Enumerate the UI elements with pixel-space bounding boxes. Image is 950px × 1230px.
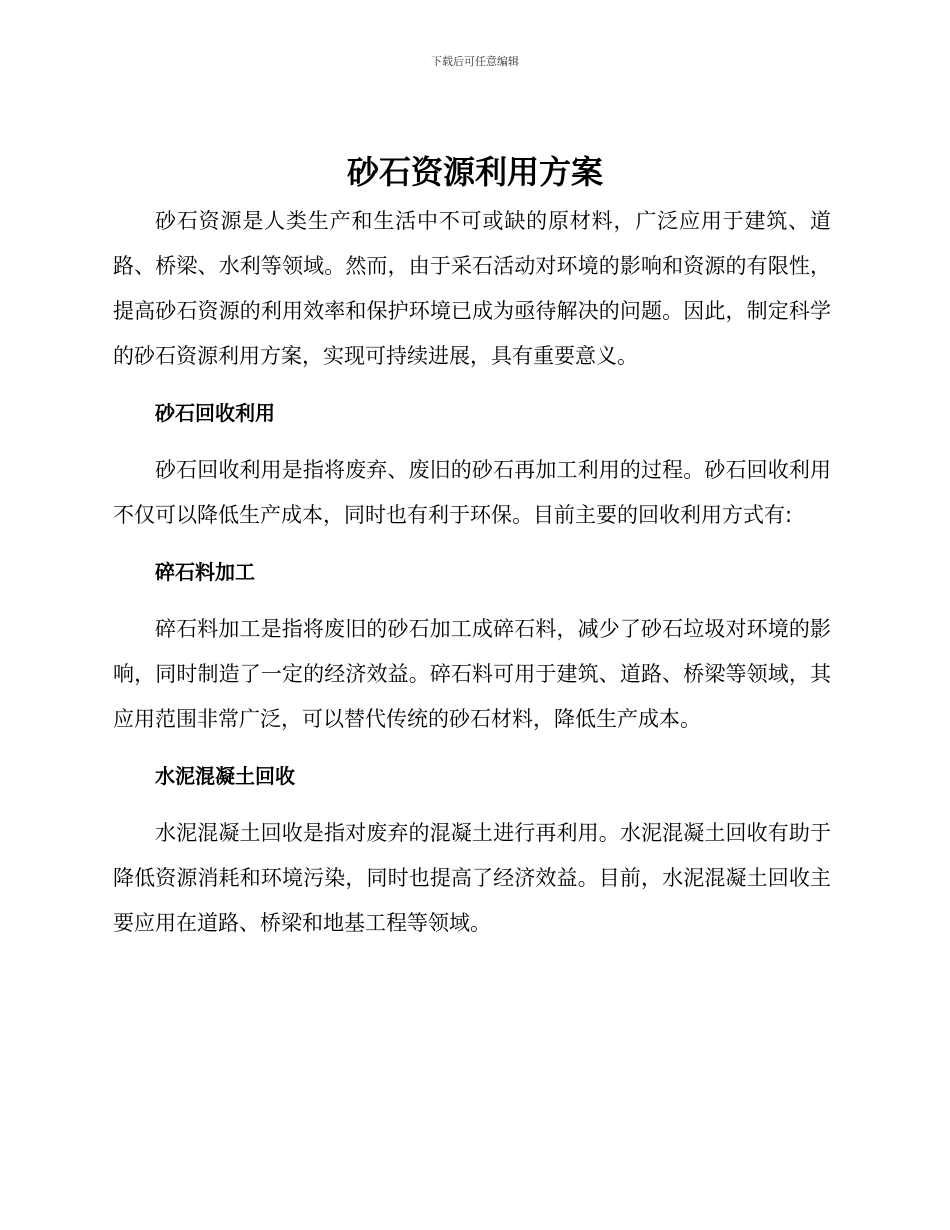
section-heading: 碎石料加工	[155, 560, 255, 584]
section-recycling	[113, 391, 831, 538]
section-paragraph: 砂石回收利用是指将废弃、废旧的砂石再加工利用的过程。砂石回收利用不仅可以降低生产成本，同时也有利于环保。目前主要的回收利用方式有:	[113, 458, 831, 527]
section-paragraph: 水泥混凝土回收是指对废弃的混凝土进行再利用。水泥混凝土回收有助于降低资源消耗和环境污染，同时也提高了经济效益。目前，水泥混凝土回收主要应用在道路、桥梁和地基工程等领域。	[113, 821, 831, 935]
intro-paragraph: 砂石资源是人类生产和生活中不可或缺的原材料，广泛应用于建筑、道路、桥梁、水利等领域。然而，由于采石活动对环境的影响和资源的有限性，提高砂石资源的利用效率和保护环境已成为亟待解决的问题。因此，制定科学的砂石资源利用方案，实现可持续进展，具有重要意义。	[113, 209, 831, 368]
document-body	[113, 199, 831, 946]
section-heading: 砂石回收利用	[155, 401, 275, 425]
section-concrete-recycling	[113, 754, 831, 946]
header-note: 下载后可任意编辑	[431, 55, 519, 68]
section-paragraph: 碎石料加工是指将废旧的砂石加工成碎石料，减少了砂石垃圾对环境的影响，同时制造了一定的经济效益。碎石料可用于建筑、道路、桥梁等领域，其应用范围非常广泛，可以替代传统的砂石材料，降低生产成本。	[113, 617, 831, 731]
section-crushed-stone	[113, 550, 831, 742]
page-title: 砂石资源利用方案	[346, 153, 603, 191]
section-heading: 水泥混凝土回收	[155, 764, 295, 788]
